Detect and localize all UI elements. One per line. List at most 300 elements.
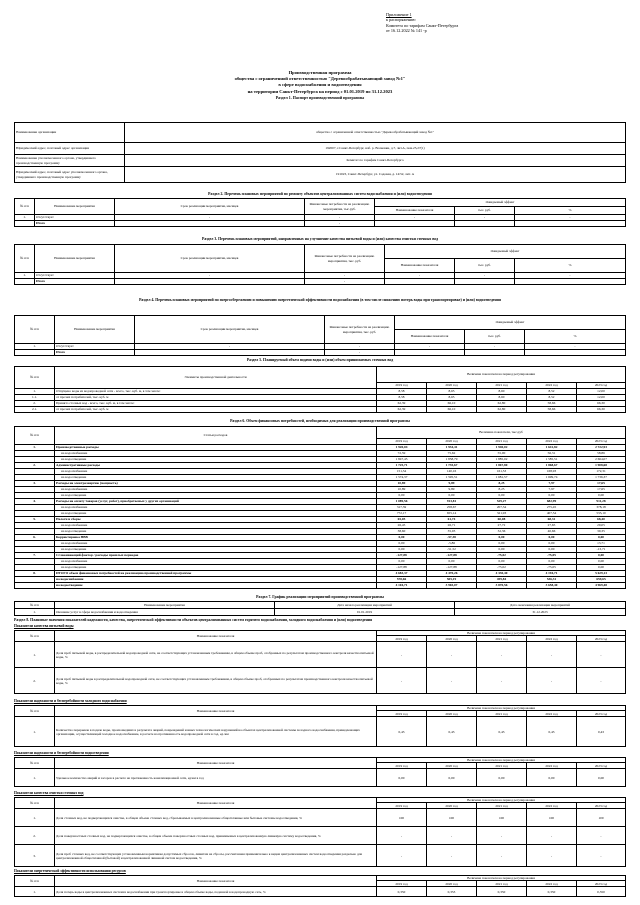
cell: 31.12.2023	[455, 609, 626, 616]
s5-table	[14, 366, 626, 413]
th: тыс. руб.	[455, 207, 515, 215]
row-label: на водоснабжение	[55, 577, 377, 583]
cell: Отсутствует	[35, 215, 115, 221]
year-header: 2021 год	[477, 711, 527, 717]
row-value: 27,65	[527, 523, 577, 529]
th: № п/п	[15, 876, 55, 887]
row-value: 0,00	[427, 559, 477, 565]
row-label: на водоснабжение	[55, 451, 377, 457]
row-value: 0,00	[377, 535, 427, 541]
row-value: 1 858,79	[427, 457, 477, 463]
row-number	[15, 583, 55, 589]
th: № п/п	[15, 602, 55, 609]
th: Наименование мероприятия	[55, 602, 275, 609]
year-header: 2020 год	[427, 803, 477, 809]
th: Наименование показателя	[55, 876, 377, 887]
row-value: 578,66	[377, 577, 427, 583]
row-number: 1.	[15, 389, 55, 395]
cell: -	[527, 845, 577, 867]
cell: -	[477, 827, 527, 845]
row-value: 911,28	[577, 499, 626, 505]
section-title: Раздел 2. Перечень плановых мероприятий по ремонту объектов централизованных систем водоснабжения и (или) водоотведения	[208, 192, 432, 196]
cell: 0,00	[577, 769, 626, 787]
row-number: 8.	[15, 571, 55, 577]
cell: 100	[477, 809, 527, 827]
row-value: 1 735,67	[427, 463, 477, 469]
cell: 0,43	[377, 717, 427, 747]
cell: -	[305, 273, 385, 279]
cell: 0,43	[527, 717, 577, 747]
cell: -	[385, 273, 455, 279]
row-value: 207,34	[477, 505, 527, 511]
row-value: 0,00	[477, 493, 527, 499]
subsection-title: Показатели качества питьевой воды	[14, 624, 74, 628]
cell: -	[427, 845, 477, 867]
row-value: 459,84	[477, 577, 527, 583]
s8-g2-table	[14, 705, 626, 747]
row-label: на водоснабжение	[55, 523, 377, 529]
cell: -	[465, 344, 525, 350]
th: № п/п	[15, 706, 55, 717]
year-header: 2022 год	[527, 439, 577, 445]
row-value: 8,58	[377, 395, 427, 401]
cell: -	[455, 215, 515, 221]
row-value: -13,71	[577, 547, 626, 553]
cell: 100	[377, 809, 427, 827]
row-value: 772,17	[377, 511, 427, 517]
row-value: -57,38	[427, 535, 477, 541]
cell: Итого	[35, 221, 115, 227]
row-value: 17,65	[577, 481, 626, 487]
row-label: от прочих потребителей, тыс. куб. м	[55, 395, 377, 401]
row-value: 39,35	[577, 529, 626, 535]
row-value: 10,89	[377, 481, 427, 487]
th: тыс. руб.	[465, 330, 525, 344]
th: Наименование мероприятия	[55, 316, 135, 344]
year-header: 2023 год	[577, 383, 626, 389]
row-value: 62,39	[377, 407, 427, 413]
cell: 1.	[15, 609, 55, 616]
row-label: на водоснабжение	[55, 469, 377, 475]
row-value: 1 725,71	[377, 463, 427, 469]
row-value: 8,25	[477, 487, 527, 493]
cell: 100	[427, 809, 477, 827]
row-value: 17,65	[577, 487, 626, 493]
row-value: 12,00	[577, 395, 626, 401]
row-value: 60,08	[477, 517, 527, 523]
cell: 0,350	[527, 887, 577, 897]
row-value: 0,00	[527, 541, 577, 547]
passport-value: 191023, Санкт-Петербург, ул. Садовая, д. 14/52, лит. А	[125, 167, 626, 183]
th: Дата начала реализации мероприятий	[275, 602, 455, 609]
section-title: Раздел 5. Планируемый объем подачи воды и (или) объем принимаемых сточных вод	[246, 358, 394, 362]
th: Дата окончания реализации мероприятий	[455, 602, 626, 609]
cell: Доля проб сточных вод, не соответствующих установленным нормативам допустимых сбросов, лимитам на сбросы, рассчитанная применительно к видам централизованных систем водоотведения раздельно для централизованной общесплавной (бытовой) и централизованной ливневой систем водоотведения, %	[55, 845, 377, 867]
row-value: 32,36	[477, 529, 527, 535]
subsection-title: Показатели энергетической эффективности использования ресурсов	[14, 869, 126, 873]
subsection-title: Показатели надежности и бесперебойности водоотведения	[14, 751, 109, 755]
th: Наименование мероприятия	[35, 245, 115, 273]
th: Величина показателя на период регулирования	[377, 798, 626, 803]
th: № п/п	[15, 798, 55, 809]
cell: 0,00	[377, 769, 427, 787]
row-value: 0,00	[527, 535, 577, 541]
th: Величина показателя на период регулирования	[377, 367, 626, 383]
year-header: 2020 год	[427, 636, 477, 642]
row-value: 1 681,57	[477, 475, 527, 481]
row-label: на водоснабжение	[55, 505, 377, 511]
th: Наименование мероприятия	[35, 199, 115, 215]
th: %	[525, 330, 626, 344]
row-value: 0,00	[577, 565, 626, 571]
passport-key: Наименование организации	[15, 123, 125, 143]
th: Финансовые потребности на реализацию мероприятия, тыс. руб.	[305, 245, 385, 273]
cell: -	[427, 668, 477, 694]
row-value: 29,05	[577, 523, 626, 529]
cell: -	[115, 215, 305, 221]
row-value: 8,52	[527, 395, 577, 401]
year-header: 2022 год	[527, 763, 577, 769]
row-value: 168,93	[527, 469, 577, 475]
cell: -	[477, 845, 527, 867]
year-header: 2019 год	[377, 803, 427, 809]
row-label: от прочих потребителей, тыс. куб. м	[55, 407, 377, 413]
cell: 0,43	[577, 717, 626, 747]
document-title	[14, 70, 626, 101]
row-number: 4.	[15, 499, 55, 505]
cell: -	[527, 827, 577, 845]
title-line: Производственная программа	[288, 70, 352, 75]
year-header: 2019 год	[377, 636, 427, 642]
year-header: 2019 год	[377, 711, 427, 717]
row-value: 0,00	[527, 493, 577, 499]
th: Величина показателя на период регулирования	[377, 758, 626, 763]
cell: -	[527, 668, 577, 694]
row-value: 1 089,56	[377, 499, 427, 505]
year-header: 2022 год	[527, 636, 577, 642]
row-value: 12,00	[577, 389, 626, 395]
row-value: 1 885,02	[477, 457, 527, 463]
cell: Доля потерь воды в централизованных системах водоснабжения при транспортировке в общем объеме воды, поданной в водопроводную сеть, %	[55, 887, 377, 897]
th: Наименование показателя	[55, 706, 377, 717]
cell: -	[325, 344, 395, 350]
cell: 1.	[15, 717, 55, 747]
cell: -	[375, 215, 455, 221]
th: Наименование показателя	[55, 631, 377, 642]
year-header: 2022 год	[527, 711, 577, 717]
row-value: -75,02	[477, 553, 527, 559]
row-value: 58,66	[527, 407, 577, 413]
cell: 2.	[15, 668, 55, 694]
cell: -	[377, 642, 427, 668]
section-title: Раздел 7. График реализации мероприятий производственной программы	[256, 595, 384, 599]
th: Ожидаемый эффект	[395, 316, 626, 330]
year-header: 2023 год	[577, 763, 626, 769]
row-value: 72,59	[377, 451, 427, 457]
row-value: -75,05	[527, 565, 577, 571]
cell: 1.	[15, 344, 55, 350]
s8-g1-table	[14, 630, 626, 694]
th: № п/п	[15, 427, 55, 445]
row-value: 0,00	[377, 547, 427, 553]
row-label: Административные расходы	[55, 463, 377, 469]
row-value: 1 736,37	[577, 475, 626, 481]
row-value: 13,71	[577, 541, 626, 547]
row-value: 3 870,56	[477, 583, 527, 589]
row-value: 8,60	[477, 395, 527, 401]
row-value: 4 683,37	[377, 571, 427, 577]
row-value: 0,00	[477, 535, 527, 541]
row-value: 4 104,71	[377, 583, 427, 589]
th: Элементы производственной деятельности	[55, 367, 377, 389]
row-value: 3 658,40	[527, 583, 577, 589]
row-number: 1.1.	[15, 395, 55, 401]
th: Наименование показателя	[385, 259, 455, 273]
cell: Доля проб питьевой воды в распределительной водопроводной сети, не соответствующих установленным требованиям, в общем объеме проб, отобранных по результатам производственного контроля качества питьевой воды, %	[55, 668, 377, 694]
row-number: 6.	[15, 535, 55, 541]
year-header: 2022 год	[527, 881, 577, 887]
row-value: 0,00	[577, 535, 626, 541]
th: Финансовые потребности на реализацию мероприятия, тыс.руб.	[305, 199, 375, 215]
row-value: 378,18	[577, 505, 626, 511]
s8-g4-table	[14, 797, 626, 867]
cell: Доля проб питьевой воды, в распределительной водопроводной сети, не соответствующих установленным требованиям, в общем объеме проб, отобранных по результатам производственного контроля качества питьевой воды, %	[55, 642, 377, 668]
section-title: Раздел 4. Перечень плановых мероприятий по энергосбережению и повышению энергетической эффективности водоснабжения (в том числе снижению потерь воды при транспортировке) и (или) водоотведения	[139, 298, 501, 302]
year-header: 2019 год	[377, 383, 427, 389]
row-value: 317,39	[377, 505, 427, 511]
year-header: 2023 год	[577, 711, 626, 717]
row-value: 55,00	[477, 451, 527, 457]
row-label: на водоотведение	[55, 583, 377, 589]
cell: 2.	[15, 827, 55, 845]
th: %	[515, 259, 626, 273]
year-header: 2019 год	[377, 881, 427, 887]
year-header: 2020 год	[427, 439, 477, 445]
appendix-line: Комитета по тарифам Санкт-Петербурга	[386, 22, 459, 28]
cell: Удельное количество аварий и засоров в расчете на протяженность канализационной сети, ед/км в год	[55, 769, 377, 787]
s8-g3-table	[14, 757, 626, 787]
year-header: 2020 год	[427, 383, 477, 389]
row-value: 66,10	[427, 401, 477, 407]
row-number: 2.	[15, 401, 55, 407]
passport-key: Юридический адрес, почтовый адрес организации	[15, 143, 125, 155]
row-value: 655,14	[427, 511, 477, 517]
row-value: 161,53	[477, 469, 527, 475]
row-label: на водоснабжение	[55, 559, 377, 565]
row-value: 58,66	[527, 401, 577, 407]
table-row	[15, 407, 626, 413]
row-value: 26,45	[377, 523, 427, 529]
row-label: Сглаживающий фактор / расходы прошлых периодов	[55, 553, 377, 559]
row-number: 3.	[15, 481, 55, 487]
cell: -	[515, 273, 626, 279]
row-value: 682,99	[527, 499, 577, 505]
cell: 0,350	[377, 887, 427, 897]
cell: -	[577, 845, 626, 867]
row-value: 0,00	[477, 559, 527, 565]
th: № п/п	[15, 199, 35, 215]
row-label: на водоснабжение	[55, 541, 377, 547]
row-value: 58,86	[577, 451, 626, 457]
cell: -	[395, 344, 465, 350]
row-value: 1 940,02	[477, 445, 527, 451]
row-value: 62,80	[477, 401, 527, 407]
row-value: 66,10	[427, 407, 477, 413]
row-value: 61,74	[427, 517, 477, 523]
appendix-line: к распоряжению	[386, 17, 416, 23]
cell: -	[305, 215, 375, 221]
th: тыс. руб.	[455, 259, 515, 273]
row-value: -51,52	[427, 547, 477, 553]
year-header: 2020 год	[427, 881, 477, 887]
row-value: 172,31	[577, 469, 626, 475]
row-value: 8,60	[477, 389, 527, 395]
row-value: 505,19	[427, 577, 477, 583]
passport-value: общество с ограниченной ответственностью "Деревообрабатывающий завод №1"	[125, 123, 626, 143]
year-header: 2023 год	[577, 636, 626, 642]
cell: 0,43	[427, 717, 477, 747]
year-header: 2020 год	[427, 763, 477, 769]
row-value: 0,00	[577, 493, 626, 499]
passport-value: Комитет по тарифам Санкт-Петербурга	[125, 155, 626, 167]
s3-table	[14, 244, 626, 285]
row-label: Налоги и сборы	[55, 517, 377, 523]
row-value: 0,00	[577, 559, 626, 565]
cell: 0,00	[477, 769, 527, 787]
cell: 1.	[15, 769, 55, 787]
row-value: 1 908,68	[577, 463, 626, 469]
th: Срок реализации мероприятия, месяцев	[135, 316, 325, 344]
row-number: 2.	[15, 463, 55, 469]
cell: Оказание услуг в сфере водоснабжения и водоотведения	[55, 609, 275, 616]
th: Статьи расходов	[55, 427, 377, 445]
th: Наименование показателя	[55, 758, 377, 769]
cell: Отсутствует	[55, 344, 135, 350]
subsection-title: Показатели надежности и бесперебойности холодного водоснабжения	[14, 699, 127, 703]
row-value: 0,00	[377, 493, 427, 499]
th: Ожидаемый эффект	[375, 199, 626, 207]
year-header: 2021 год	[477, 881, 527, 887]
cell: -	[455, 273, 515, 279]
row-value: 0,00	[377, 541, 427, 547]
th: Ожидаемый эффект	[385, 245, 626, 259]
th: Величина показателя на период регулирования	[377, 631, 626, 636]
row-value: 1 641,82	[527, 445, 577, 451]
cell: Количество перерывов в подаче воды, произошедших в результате аварий, повреждений и иных технологических нарушений на объектах централизованной системы холодного водоснабжения, принадлежащих организации, осуществляющей холодное водоснабжение, в расчете на протяженность водопроводной сети в год, ед./км	[55, 717, 377, 747]
year-header: 2023 год	[577, 439, 626, 445]
cell: Итого	[35, 279, 115, 285]
cell: Доля поверхностных сточных вод, не подвергающихся очистке, в общем объеме поверхностных сточных вод, принимаемых в централизованную ливневую систему водоотведения, %	[55, 827, 377, 845]
row-label: на водоотведение	[55, 457, 377, 463]
row-value: 2 664,07	[577, 457, 626, 463]
row-value: -127,88	[377, 553, 427, 559]
title-line: на территории Санкт-Петербурга на период с 01.01.2019 по 31.12.2023	[247, 88, 393, 94]
row-value: 1 934,41	[427, 445, 477, 451]
year-header: 2021 год	[477, 803, 527, 809]
passport-table	[14, 122, 626, 183]
row-value: 8,65	[427, 395, 477, 401]
cell: -	[377, 668, 427, 694]
s7-table	[14, 601, 626, 616]
row-number: 5.	[15, 517, 55, 523]
cell: -	[377, 827, 427, 845]
row-value: 4 330,40	[477, 571, 527, 577]
appendix-line: от 16.12.2022 № 141 -р	[386, 28, 427, 34]
row-value: 62,39	[377, 401, 427, 407]
row-value: 2 722,93	[577, 445, 626, 451]
row-value: 275,45	[527, 505, 577, 511]
year-header: 2021 год	[477, 383, 527, 389]
row-number: 2.1.	[15, 407, 55, 413]
th: № п/п	[15, 631, 55, 642]
row-value: 66,30	[577, 407, 626, 413]
th: Срок реализации мероприятия, месяцев	[115, 245, 305, 273]
year-header: 2019 год	[377, 763, 427, 769]
row-value: -127,88	[377, 565, 427, 571]
cell: Итого	[55, 350, 135, 356]
cell: -	[525, 344, 626, 350]
row-label: на водоотведение	[55, 529, 377, 535]
year-header: 2020 год	[427, 711, 477, 717]
row-value: 1 595,51	[427, 475, 477, 481]
row-value: 10,89	[377, 487, 427, 493]
row-value: -75,05	[527, 553, 577, 559]
row-value: 258,67	[427, 505, 477, 511]
year-header: 2021 год	[477, 439, 527, 445]
row-label: на водоснабжение	[55, 487, 377, 493]
row-value: 536,31	[527, 577, 577, 583]
cell: -	[477, 642, 527, 668]
row-value: 26,71	[427, 523, 477, 529]
row-value: -127,88	[427, 565, 477, 571]
cell: 0,00	[527, 769, 577, 787]
cell: 100	[527, 809, 577, 827]
cell: 0,00	[427, 769, 477, 787]
year-header: 2023 год	[577, 803, 626, 809]
row-value: 0,00	[527, 547, 577, 553]
row-value: 8,58	[377, 389, 427, 395]
appendix-block	[386, 12, 636, 34]
row-value: 0,00	[577, 553, 626, 559]
row-label: Расходы на оплату товаров (услуг, работ), приобретаемых у других организаций	[55, 499, 377, 505]
row-value: 8,25	[477, 481, 527, 487]
year-header: 2021 год	[477, 636, 527, 642]
row-value: 0,00	[427, 493, 477, 499]
cell: 3.	[15, 845, 55, 867]
title-line: в сфере водоснабжения и водоотведения	[278, 82, 362, 88]
row-value: 529,27	[477, 499, 527, 505]
row-value: 913,81	[427, 499, 477, 505]
row-value: 40,66	[527, 529, 577, 535]
cell: 1.	[15, 642, 55, 668]
cell: Доля сточных вод, не подвергающихся очистке, в общем объеме сточных вод, сбрасываемых в централизованные общесплавные или бытовые системы водоотведения, %	[55, 809, 377, 827]
table-row	[15, 583, 626, 589]
row-value: 0,00	[477, 547, 527, 553]
th: Наименование показателя	[395, 330, 465, 344]
row-value: 321,93	[477, 511, 527, 517]
row-value: 140,16	[427, 469, 477, 475]
cell: -	[577, 827, 626, 845]
th: № п/п	[15, 316, 55, 344]
row-number: 7.	[15, 553, 55, 559]
row-value: 4 470,26	[427, 571, 477, 577]
cell: -	[325, 350, 395, 356]
cell: 0,43	[477, 717, 527, 747]
section-title: Раздел 3. Перечень плановых мероприятий, направленных на улучшение качества питьевой воды и (или) качества очистки сточных вод	[202, 237, 438, 241]
row-value: -127,88	[427, 553, 477, 559]
row-value: 1 699,74	[527, 475, 577, 481]
cell: -	[577, 668, 626, 694]
